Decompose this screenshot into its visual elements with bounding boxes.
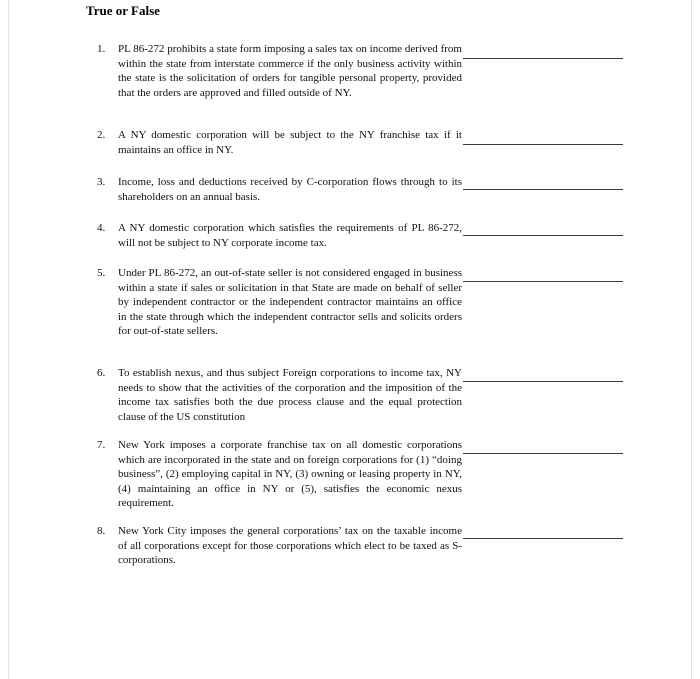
question-text: A NY domestic corporation will be subject to the NY franchise tax if it maintains an office in NY.: [118, 129, 462, 156]
question-text: Income, loss and deductions received by C-corporation flows through to its shareholders on an annual basis.: [118, 176, 462, 203]
question-6: [97, 366, 462, 424]
question-text: PL 86-272 prohibits a state form imposing a sales tax on income derived from within the state from interstate commerce if the only business activity within the state is the solicitation of orders for tangible personal property, provided that the orders are approved and filled outside of NY.: [118, 43, 462, 99]
question-number: 5.: [97, 267, 106, 279]
answer-line-7[interactable]: [463, 453, 623, 454]
answer-line-4[interactable]: [463, 235, 623, 236]
question-8: [97, 524, 462, 568]
question-4: [97, 221, 462, 250]
question-2: [97, 128, 462, 157]
question-1: [97, 42, 462, 100]
question-text: Under PL 86-272, an out-of-state seller is not considered engaged in business within a state if sales or solicitation in that State are made on behalf of seller by independent contractor or the independent contractor maintains an office in the state through which the independent contractor sells and solicits orders for out-of-state sellers.: [118, 267, 462, 337]
page-edge-left: [8, 0, 9, 679]
answer-line-1[interactable]: [463, 58, 623, 59]
question-text: To establish nexus, and thus subject Foreign corporations to income tax, NY needs to show that the activities of the corporation and the imposition of the income tax satisfies both the due process clause and the equal protection clause of the US constitution: [118, 367, 462, 423]
answer-line-2[interactable]: [463, 144, 623, 145]
page-edge-right: [691, 0, 692, 679]
answer-line-8[interactable]: [463, 538, 623, 539]
question-number: 7.: [97, 439, 106, 451]
answer-line-5[interactable]: [463, 281, 623, 282]
answer-line-3[interactable]: [463, 189, 623, 190]
question-3: [97, 175, 462, 204]
question-text: New York imposes a corporate franchise tax on all domestic corporations which are incorporated in the state and on foreign corporations for (1) “doing business”, (2) employing capital in NY, (3) owning or leasing property in NY, (4) maintaining an office in NY or (5), satisfies the economic nexus requirement.: [118, 439, 462, 509]
question-number: 4.: [97, 222, 106, 234]
question-number: 1.: [97, 43, 106, 55]
question-number: 2.: [97, 129, 106, 141]
page-title: True or False: [86, 3, 160, 18]
question-text: A NY domestic corporation which satisfies the requirements of PL 86-272, will not be subject to NY corporate income tax.: [118, 222, 462, 249]
question-text: New York City imposes the general corporations’ tax on the taxable income of all corporations except for those corporations which elect to be taxed as S-corporations.: [118, 525, 462, 566]
question-number: 6.: [97, 367, 106, 379]
answer-line-6[interactable]: [463, 381, 623, 382]
question-number: 3.: [97, 176, 106, 188]
question-5: [97, 266, 462, 339]
question-number: 8.: [97, 525, 106, 537]
question-7: [97, 438, 462, 511]
